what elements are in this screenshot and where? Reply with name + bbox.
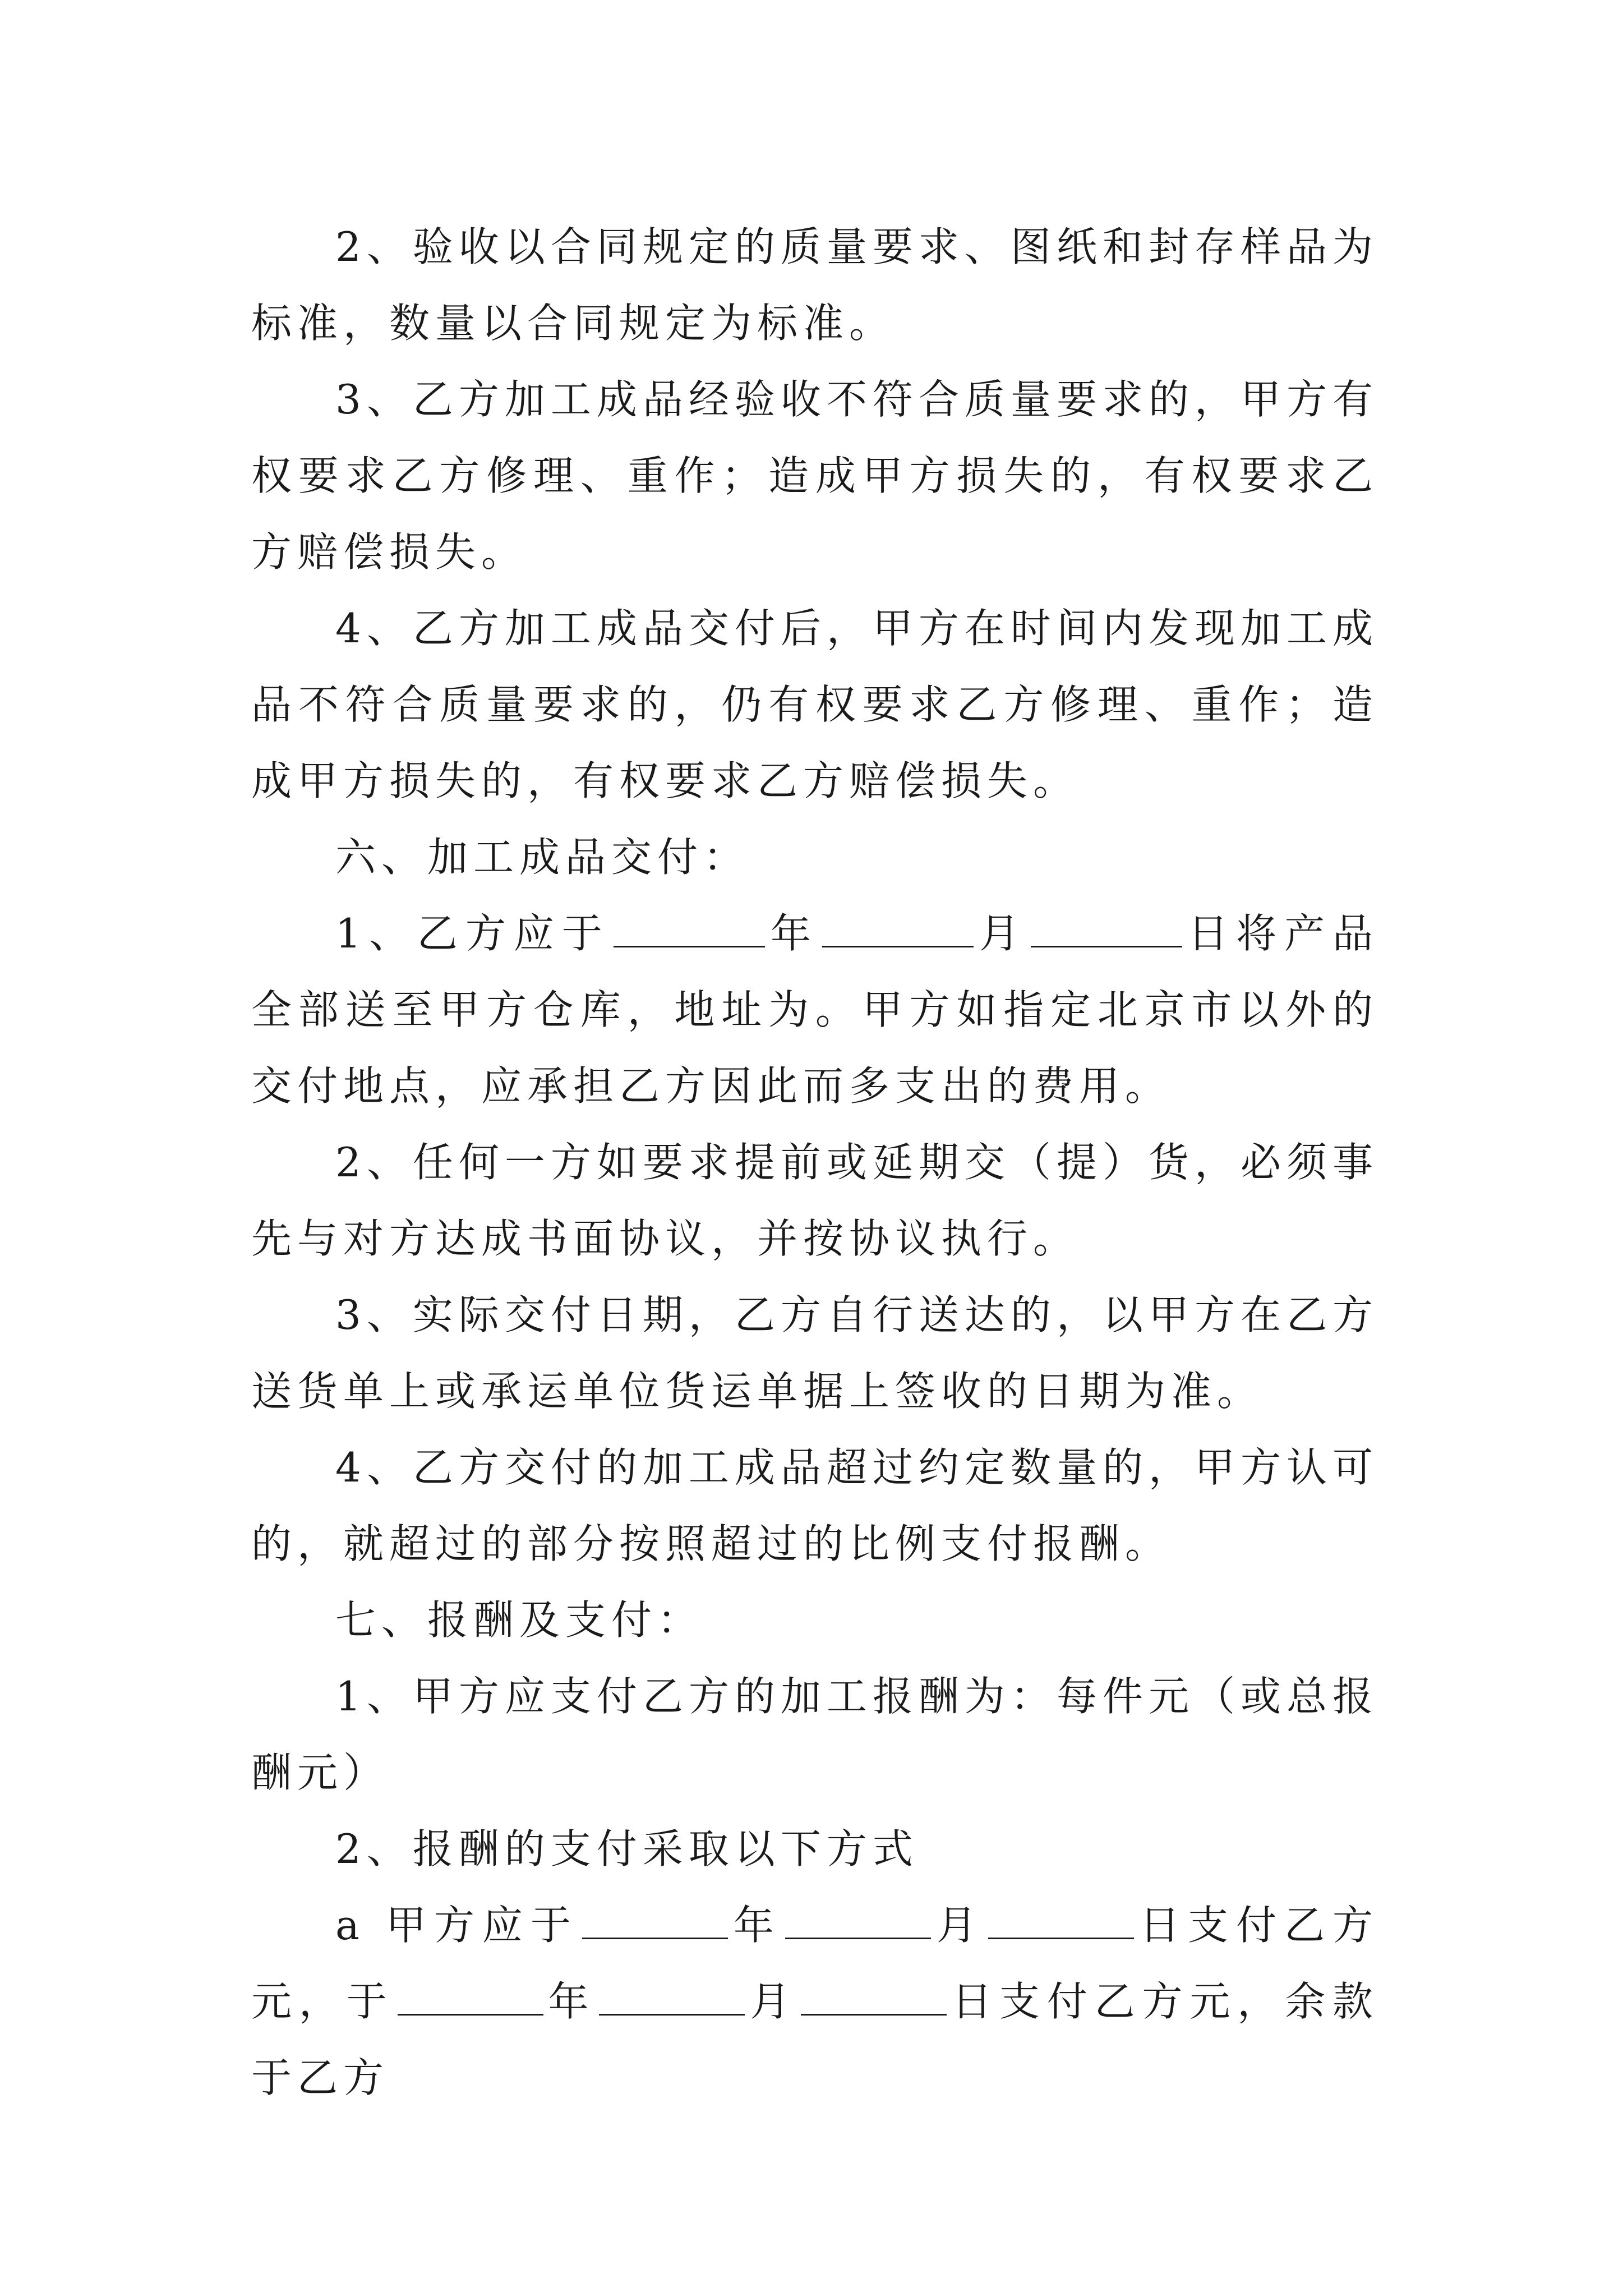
blank-line: [1031, 945, 1182, 947]
paragraph-payment-schedule: [251, 1887, 1378, 2116]
text-segment: 1、乙方应于: [335, 910, 610, 957]
paragraph-delivery-date: [251, 895, 1378, 1124]
blank-line: [822, 945, 974, 947]
blank-line: [398, 2013, 543, 2016]
blank-line: [785, 1937, 931, 1939]
text-segment: 月: [934, 1902, 985, 1949]
text-segment: 日将产品全部送至甲方仓库，地址为。甲方如指定北京市以外的交付地点，应承担乙方因此而多支出的费用。: [251, 910, 1378, 1110]
text-segment: 年: [731, 1902, 782, 1949]
text-segment: 日支付乙方元，于: [251, 1902, 1378, 2025]
blank-line: [582, 1937, 728, 1939]
text-segment: 月: [748, 1978, 798, 2025]
text-segment: 月: [976, 910, 1027, 957]
blank-line: [988, 1937, 1134, 1939]
blank-line: [801, 2013, 947, 2016]
section-heading-delivery: 六、加工成品交付：: [335, 834, 750, 881]
paragraph-payment-amount: 1、甲方应支付乙方的加工报酬为：每件元（或总报酬元）: [251, 1673, 1378, 1796]
paragraph-quality-nonconformity: 3、乙方加工成品经验收不符合质量要求的，甲方有权要求乙方修理、重作；造成甲方损失的，有权要求乙方赔偿损失。: [251, 376, 1378, 576]
paragraph-excess-quantity: 4、乙方交付的加工成品超过约定数量的，甲方认可的，就超过的部分按照超过的比例支付报酬。: [251, 1444, 1378, 1567]
text-segment: 年: [768, 910, 819, 957]
text-segment: 日支付乙方元，余款于乙方: [251, 1978, 1378, 2101]
paragraph-acceptance-standard: 2、验收以合同规定的质量要求、图纸和封存样品为标准，数量以合同规定为标准。: [251, 223, 1378, 347]
paragraph-early-late-delivery: 2、任何一方如要求提前或延期交（提）货，必须事先与对方达成书面协议，并按协议执行。: [251, 1139, 1378, 1262]
paragraph-payment-method: 2、报酬的支付采取以下方式: [335, 1825, 919, 1872]
text-segment: 年: [546, 1978, 596, 2025]
blank-line: [599, 2013, 745, 2016]
document-body: [251, 209, 1378, 2116]
blank-line: [614, 945, 765, 947]
paragraph-post-delivery-defect: 4、乙方加工成品交付后，甲方在时间内发现加工成品不符合质量要求的，仍有权要求乙方修理、重作；造成甲方损失的，有权要求乙方赔偿损失。: [251, 605, 1378, 804]
section-heading-payment: 七、报酬及支付：: [335, 1596, 704, 1644]
paragraph-actual-delivery-date: 3、实际交付日期，乙方自行送达的，以甲方在乙方送货单上或承运单位货运单据上签收的日期为准。: [251, 1291, 1378, 1415]
text-segment: a 甲方应于: [335, 1902, 579, 1949]
